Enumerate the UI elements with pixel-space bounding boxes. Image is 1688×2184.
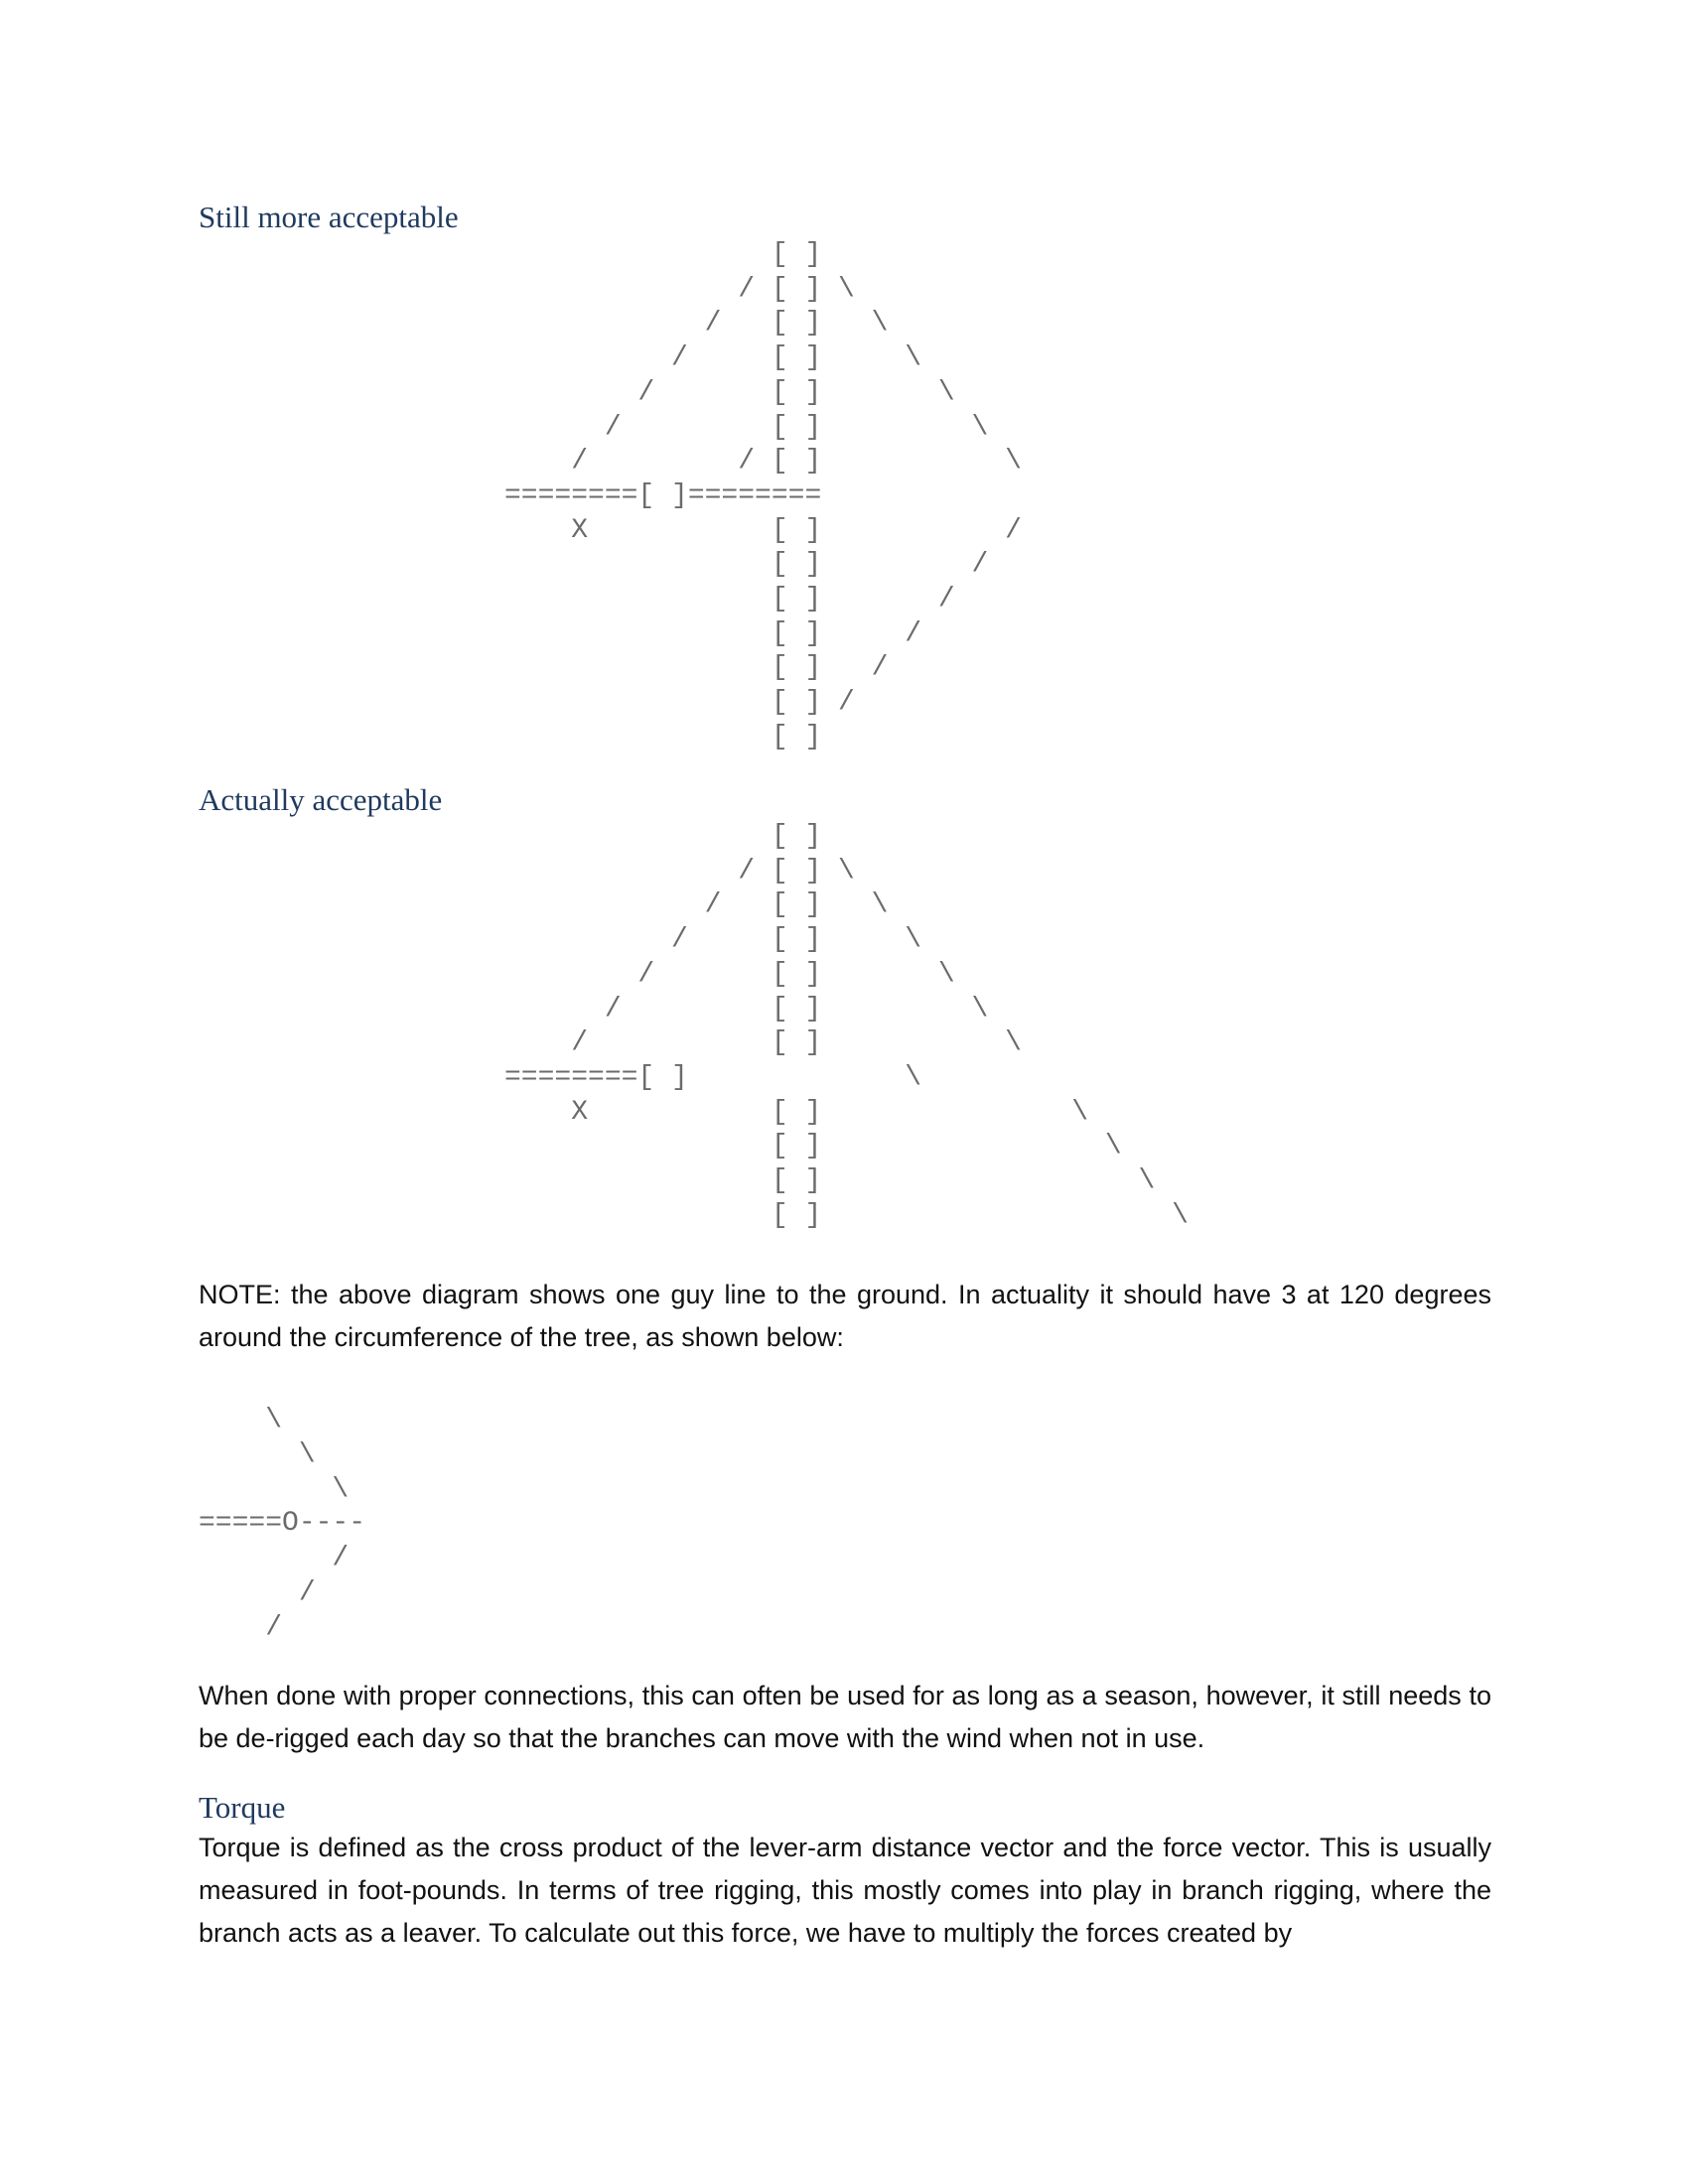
season-paragraph: When done with proper connections, this can often be used for as long as a season, however, it still needs to be de-rigged each day so that the branches can move with the wind when not in use.: [199, 1681, 1491, 1753]
heading-still-more-acceptable: Still more acceptable: [199, 200, 459, 234]
torque-paragraph: Torque is defined as the cross product of the lever-arm distance vector and the force vector. This is usually measured in foot-pounds. In terms of tree rigging, this mostly comes into play in branch rigging, where the branch acts as a leaver. To calculate out this force, we have to multiply the forces created by: [199, 1833, 1491, 1948]
diagram-guy-lines: \ \ \ =====O---- / / /: [199, 1405, 366, 1643]
heading-torque: Torque: [199, 1790, 286, 1825]
diagram-actually-acceptable: [ ] / [ ] \ / [ ] \ / [ ] \ / [ ] \ / [ ] \ / [ ] \ ========[ ] \ X [ ] \ [ ] \ [ ] \ [ ] \: [504, 821, 1189, 1231]
heading-actually-acceptable: Actually acceptable: [199, 782, 443, 817]
note-paragraph: NOTE: the above diagram shows one guy line to the ground. In actuality it should have 3 at 120 degrees around the circumference of the tree, as shown below:: [199, 1280, 1491, 1352]
diagram-still-more-acceptable: [ ] / [ ] \ / [ ] \ / [ ] \ / [ ] \ / [ ] \ / / [ ] \ ========[ ]======== X [ ] / [ ] / [ ] / [ ] / [ ] / [ ] / [ ]: [504, 239, 1022, 752]
